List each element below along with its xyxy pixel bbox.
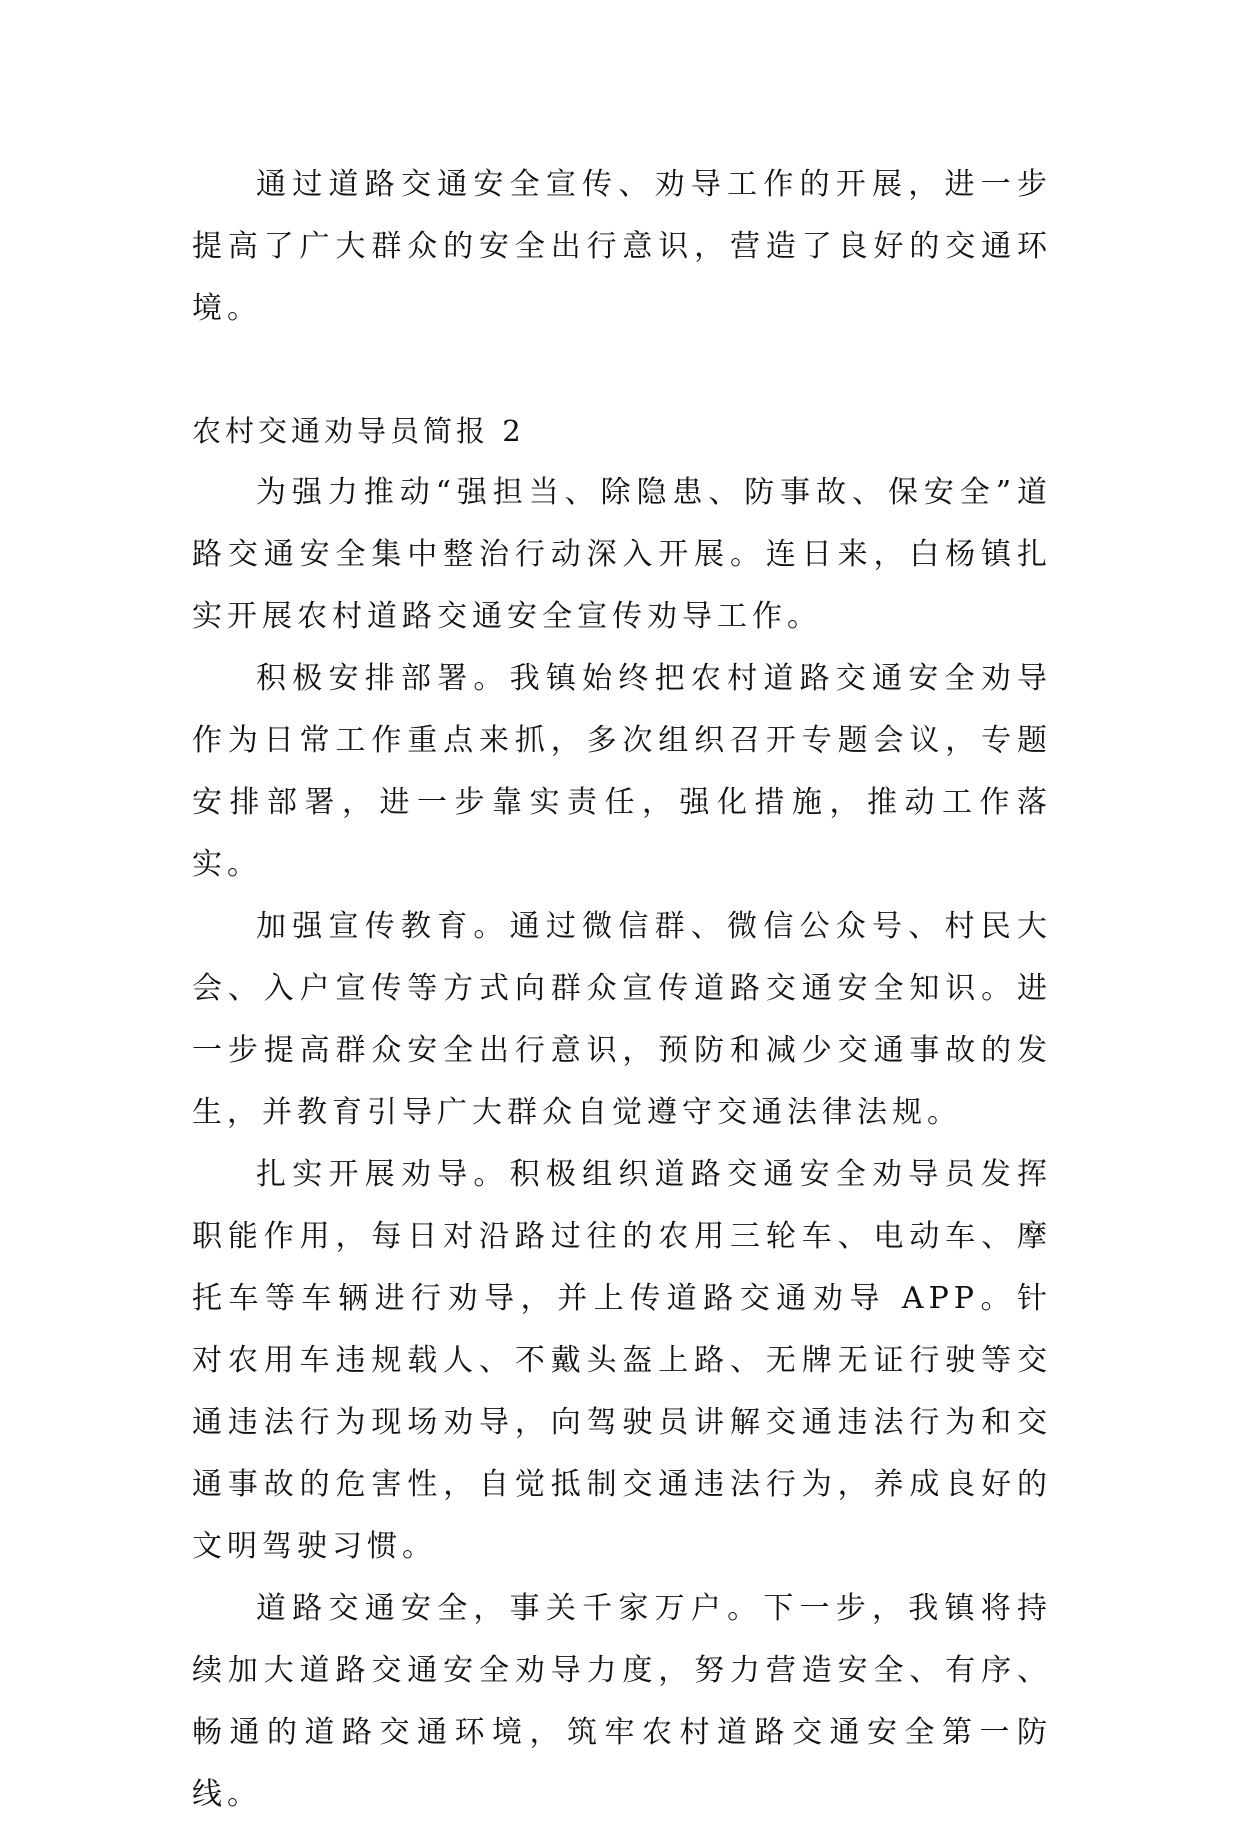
intro-paragraph: 通过道路交通安全宣传、劝导工作的开展，进一步提高了广大群众的安全出行意识，营造了良好的交通环境。 (192, 167, 1052, 326)
section-title: 农村交通劝导员简报 2 (192, 414, 525, 448)
body-paragraph-2: 积极安排部署。我镇始终把农村道路交通安全劝导作为日常工作重点来抓，多次组织召开专题会议，专题安排部署，进一步靠实责任，强化措施，推动工作落实。 (192, 661, 1052, 882)
body-paragraph-5: 道路交通安全，事关千家万户。下一步，我镇将持续加大道路交通安全劝导力度，努力营造安全、有序、畅通的道路交通环境，筑牢农村道路交通安全第一防线。 (192, 1591, 1052, 1812)
body-paragraph-3: 加强宣传教育。通过微信群、微信公众号、村民大会、入户宣传等方式向群众宣传道路交通安全知识。进一步提高群众安全出行意识，预防和减少交通事故的发生，并教育引导广大群众自觉遵守交通法律法规。 (192, 909, 1052, 1130)
document-body (192, 154, 1052, 1826)
body-paragraph-4: 扎实开展劝导。积极组织道路交通安全劝导员发挥职能作用，每日对沿路过往的农用三轮车、电动车、摩托车等车辆进行劝导，并上传道路交通劝导 APP。针对农用车违规载人、不戴头盔上路、无牌无证行驶等交通违法行为现场劝导，向驾驶员讲解交通违法行为和交通事故的危害性，自觉抵制交通违法行为，养成良好的文明驾驶习惯。 (192, 1157, 1052, 1564)
body-paragraph-1: 为强力推动“强担当、除隐患、防事故、保安全”道路交通安全集中整治行动深入开展。连日来，白杨镇扎实开展农村道路交通安全宣传劝导工作。 (192, 475, 1052, 634)
